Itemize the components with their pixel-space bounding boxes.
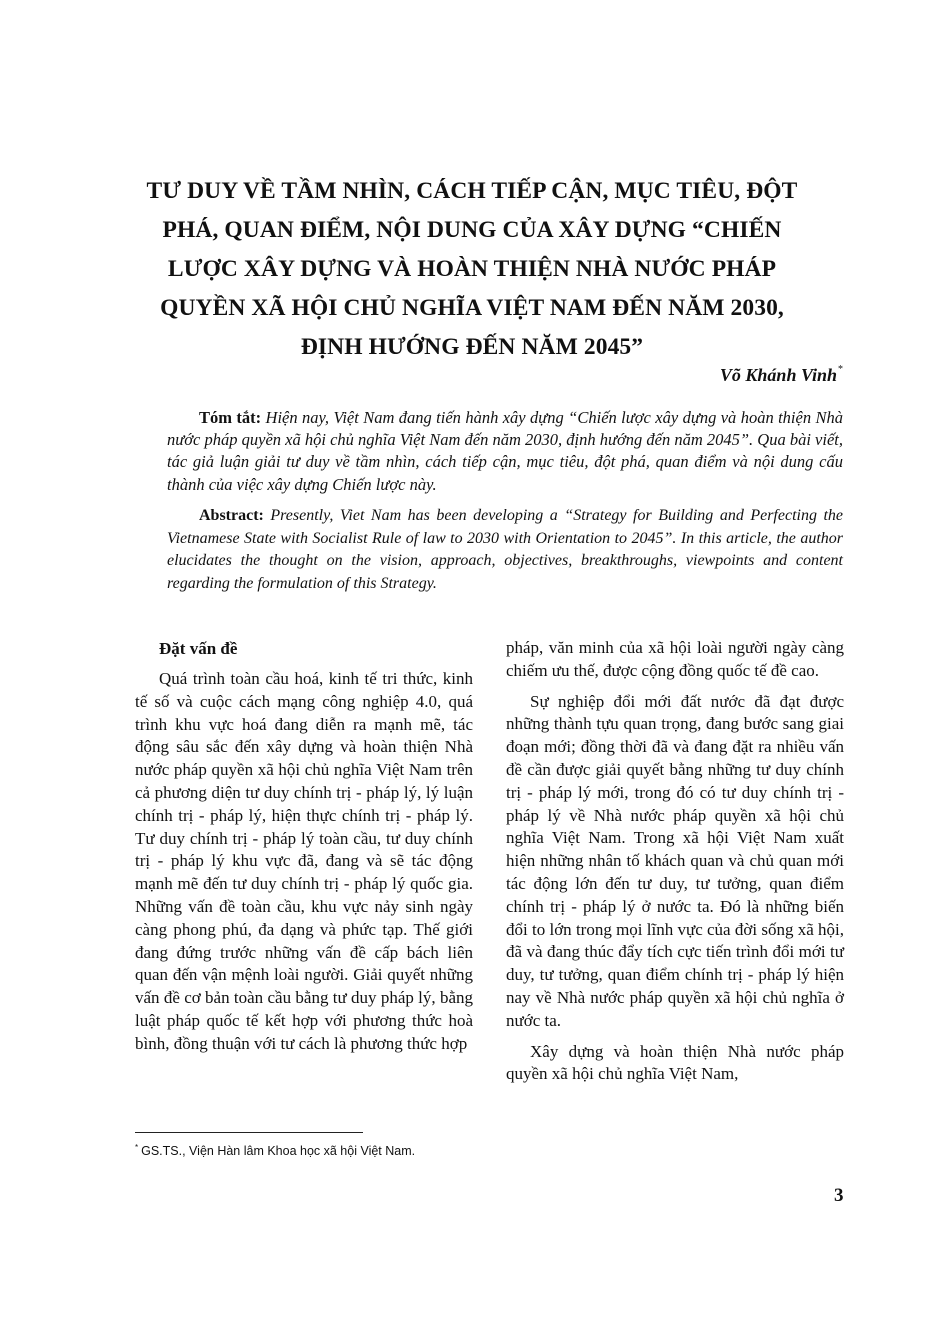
author-name: Võ Khánh Vinh: [719, 365, 837, 385]
title-line: PHÁ, QUAN ĐIỂM, NỘI DUNG CỦA XÂY DỰNG “CHIẾN: [162, 217, 782, 243]
abstract-english: [167, 505, 843, 595]
title-line: QUYỀN XÃ HỘI CHỦ NGHĨA VIỆT NAM ĐẾN NĂM 2030,: [160, 295, 784, 321]
article-title: [100, 172, 844, 367]
footnote-divider: [135, 1132, 363, 1133]
left-column: [135, 637, 473, 1064]
abstract-vietnamese: [167, 407, 843, 496]
title-line: ĐỊNH HƯỚNG ĐẾN NĂM 2045”: [300, 334, 644, 360]
right-column: [506, 637, 844, 1094]
footnote-marker: *: [135, 1143, 139, 1152]
page-number: 3: [834, 1185, 844, 1206]
body-paragraph: Xây dựng và hoàn thiện Nhà nước pháp quyền xã hội chủ nghĩa Việt Nam,: [506, 1041, 844, 1084]
abstract-en-label: Abstract:: [199, 507, 264, 524]
body-paragraph: Quá trình toàn cầu hoá, kinh tế tri thức, kinh tế số và cuộc cách mạng công nghiệp 4.0, quá trình khu vực hoá đang diễn ra mạnh mẽ, tác động sâu sắc đến xây dựng và hoàn thiện Nhà nước pháp quyền xã hội chủ nghĩa Việt Nam trên cả phương diện tư duy chính trị - pháp lý, lý luận chính trị - pháp lý, hiện thực chính trị - pháp lý. Tư duy chính trị - pháp lý toàn cầu, tư duy chính trị - pháp lý khu vực đã, đang và sẽ tác động mạnh mẽ đến tư duy chính trị - pháp lý quốc gia. Những vấn đề toàn cầu, khu vực nảy sinh ngày càng phong phú, đa dạng và phức tạp. Thế giới đang đứng trước những vấn đề cấp bách liên quan đến vận mệnh loài người. Giải quyết những vấn đề cơ bản toàn cầu bằng tư duy pháp lý, bằng luật pháp quốc tế kết hợp với phương thức hoà bình, đồng thuận với tư cách là phương thức hợp: [135, 669, 473, 1053]
abstract-vi-text: Hiện nay, Việt Nam đang tiến hành xây dựng “Chiến lược xây dựng và hoàn thiện Nhà nước pháp quyền xã hội chủ nghĩa Việt Nam đến năm 2030, định hướng đến năm 2045”. Qua bài viết, tác giả luận giải tư duy về tầm nhìn, cách tiếp cận, mục tiêu, đột phá, quan điểm và nội dung cấu thành của việc xây dựng Chiến lược này.: [167, 408, 844, 494]
footnote-text: GS.TS., Viện Hàn lâm Khoa học xã hội Việt Nam.: [141, 1144, 416, 1158]
title-line: TƯ DUY VỀ TẦM NHÌN, CÁCH TIẾP CẬN, MỤC TIÊU, ĐỘT: [146, 178, 798, 204]
footnote: [135, 1143, 415, 1158]
title-line: LƯỢC XÂY DỰNG VÀ HOÀN THIỆN NHÀ NƯỚC PHÁP: [167, 256, 777, 282]
author-footnote-marker[interactable]: *: [838, 364, 843, 375]
body-paragraph: pháp, văn minh của xã hội loài người ngày càng chiếm ưu thế, được cộng đồng quốc tế đề cao.: [506, 638, 844, 680]
author-line: [720, 364, 843, 386]
abstract-vi-label: Tóm tắt:: [199, 408, 262, 427]
body-paragraph: Sự nghiệp đổi mới đất nước đã đạt được những thành tựu quan trọng, đang bước sang giai đoạn mới; đồng thời đã và đang đặt ra nhiều vấn đề cần được giải quyết bằng những tư duy chính trị - pháp lý mới, trong đó có tư duy chính trị - pháp lý về Nhà nước pháp quyền xã hội chủ nghĩa Việt Nam. Trong xã hội Việt Nam xuất hiện những nhân tố khách quan và chủ quan mới tác động lớn đến tư duy, tư tưởng, quan điểm chính trị - pháp lý ở nước ta. Đó là những biến đổi to lớn trong mọi lĩnh vực của đời sống xã hội, đã và đang thúc đẩy tích cực tiến trình đổi mới tư duy, tư tưởng, quan điểm chính trị - pháp lý hiện nay về Nhà nước pháp quyền xã hội chủ nghĩa ở nước ta.: [506, 691, 844, 1030]
abstract-en-text: Presently, Viet Nam has been developing a “Strategy for Building and Perfecting the Vietnamese State with Socialist Rule of law to 2030 with Orientation to 2045”. In this article, the author elucidates the thought on the vision, approach, objectives, breakthroughs, viewpoints and content regarding the formulation of this Strategy.: [167, 507, 844, 592]
section-heading: Đặt vấn đề: [159, 639, 238, 658]
